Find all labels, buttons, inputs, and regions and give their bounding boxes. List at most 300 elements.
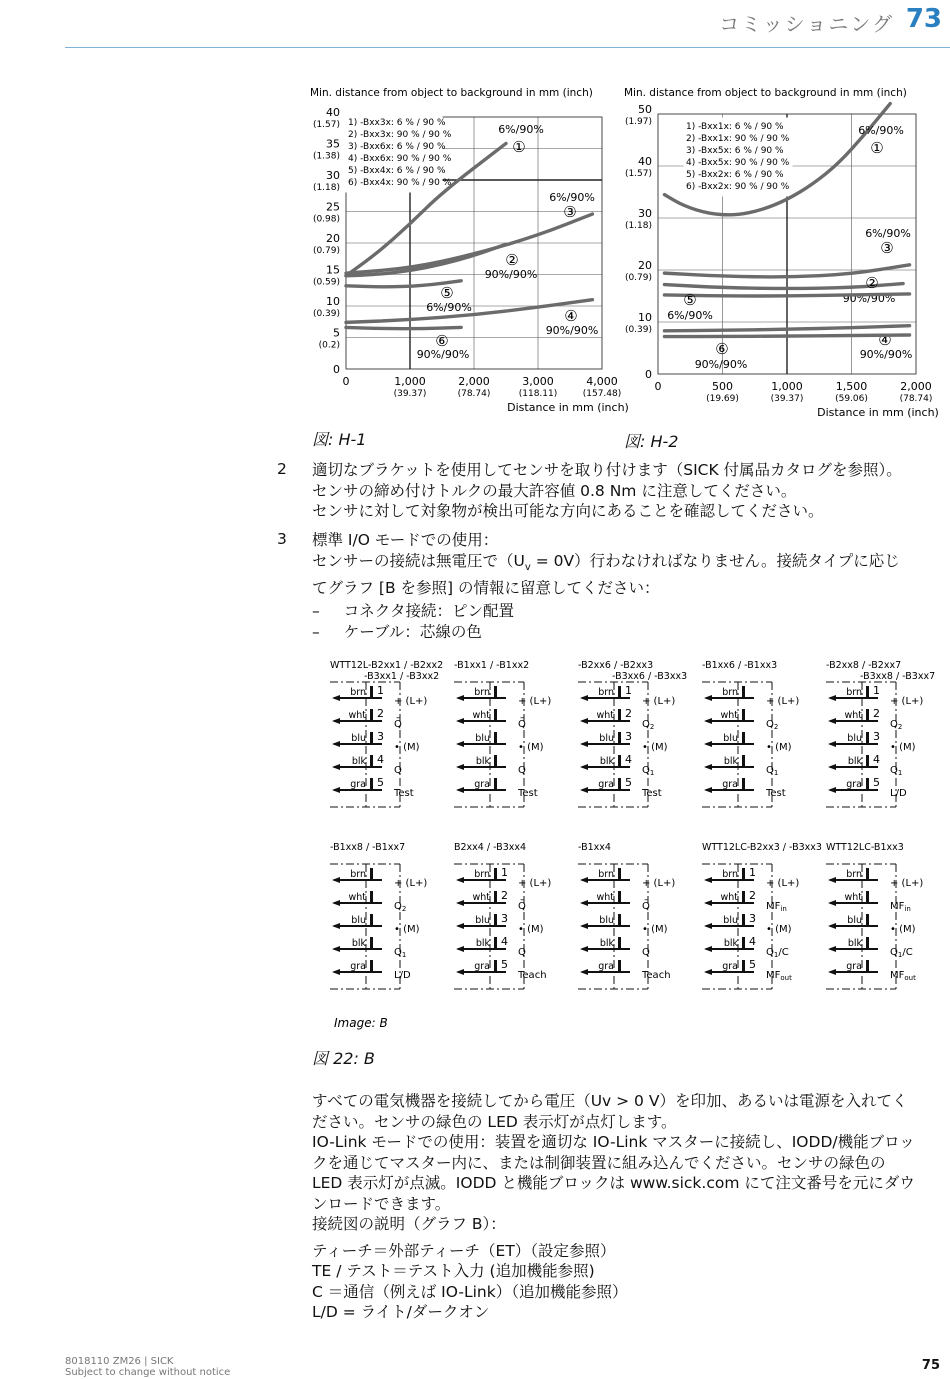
wiring-block <box>454 842 551 989</box>
y-tick-sublabel: (0.39) <box>624 325 652 335</box>
series-label: 6%/90% <box>667 309 713 322</box>
wire-arrow <box>704 923 712 929</box>
wire-tab <box>618 960 621 972</box>
series-marker: ② <box>865 274 879 292</box>
wiring-block-title: -B3xx6 / -B3xx3 <box>612 671 688 682</box>
wire-tab <box>494 755 497 767</box>
pin-number: 5 <box>501 958 508 971</box>
wire-arrow <box>704 969 712 975</box>
pin-number: 2 <box>625 707 632 720</box>
wire-color-label: gra <box>846 779 862 790</box>
pin-number: 1 <box>749 866 756 879</box>
wire-color-label: gra <box>474 779 490 790</box>
pin-number: 5 <box>873 776 880 789</box>
wire-color-label: wht <box>472 892 490 903</box>
wire-arrow <box>456 923 464 929</box>
wire-tab <box>494 937 497 949</box>
signal-label: $Q_2$ <box>766 719 779 731</box>
wire-tab <box>370 891 373 903</box>
y-tick-label: 20 <box>326 232 340 245</box>
wire-color-label: blu <box>475 915 490 926</box>
series-label: 6%/90% <box>426 301 472 314</box>
wire-arrow <box>580 764 588 770</box>
pin-number: 4 <box>377 753 384 766</box>
signal-label: Q̄ <box>394 719 402 730</box>
signal-label: + (L+) <box>890 696 924 707</box>
signal-label: + (L+) <box>642 878 676 889</box>
x-tick-sublabel: (19.69) <box>706 394 739 404</box>
wire-color-label: brn <box>474 869 490 880</box>
wire-arrow <box>704 695 712 701</box>
wire-arrow <box>332 969 340 975</box>
wire-tab <box>618 868 621 880</box>
wire-arrow <box>828 877 836 883</box>
signal-label: • (M) <box>890 742 916 753</box>
series-line <box>664 294 909 296</box>
series-marker: ① <box>870 139 884 157</box>
wire-arrow <box>332 787 340 793</box>
wiring-block-title: -B1xx6 / -B1xx3 <box>702 660 778 671</box>
wire-arrow <box>828 695 836 701</box>
y-tick-sublabel: (0.2) <box>318 340 340 351</box>
wiring-block <box>578 660 687 807</box>
wire-arrow <box>828 900 836 906</box>
body-paragraph <box>312 1091 915 1323</box>
y-tick-sublabel: (1.57) <box>624 169 652 179</box>
wire-tab <box>742 686 745 698</box>
x-tick-label: 4,000 <box>586 375 618 388</box>
wiring-block-title: -B1xx1 / -B1xx2 <box>454 660 530 671</box>
wire-tab <box>370 732 373 744</box>
wiring-block <box>330 842 427 989</box>
section-page-number: 73 <box>905 4 942 34</box>
series-label: 90%/90% <box>545 324 599 337</box>
wire-arrow <box>332 923 340 929</box>
wire-tab <box>494 709 497 721</box>
signal-label: $Q_1$ <box>394 947 407 959</box>
signal-label: $Q_2$ <box>642 719 655 731</box>
series-line <box>346 214 592 273</box>
wire-arrow <box>828 741 836 747</box>
wire-arrow <box>456 718 464 724</box>
wire-color-label: blk <box>351 756 366 767</box>
signal-label: • (M) <box>518 742 544 753</box>
y-tick-label: 10 <box>638 311 652 324</box>
series-marker: ③ <box>880 239 894 257</box>
wiring-block <box>578 842 675 989</box>
legend-line: TE / テスト＝テスト入力 (追加機能参照) <box>312 1262 595 1280</box>
signal-label: L/D <box>890 788 907 799</box>
wire-tab <box>370 960 373 972</box>
wire-color-label: blu <box>723 915 738 926</box>
wire-arrow <box>580 718 588 724</box>
wire-color-label: blu <box>599 733 614 744</box>
wire-tab <box>742 914 745 926</box>
pin-number: 2 <box>749 889 756 902</box>
legend-entry: 3) -Bxx5x: 6 % / 90 % <box>686 146 784 156</box>
legend-entry: 2) -Bxx3x: 90 % / 90 % <box>348 130 452 140</box>
series-line <box>664 335 909 337</box>
x-tick-sublabel: (157.48) <box>582 389 622 399</box>
pin-number: 4 <box>749 935 756 948</box>
y-tick-sublabel: (1.57) <box>312 120 340 130</box>
footer-page-number: 75 <box>921 1358 940 1373</box>
wiring-block-title: WTT12LC-B2xx3 / -B3xx3 <box>702 842 822 853</box>
x-tick-sublabel: (39.37) <box>393 389 427 399</box>
series-marker: ⑥ <box>715 340 729 358</box>
signal-label: • (M) <box>766 924 792 935</box>
series-label: 90%/90% <box>859 348 913 361</box>
wire-color-label: brn <box>598 869 614 880</box>
series-marker: ① <box>512 138 526 156</box>
wire-color-label: gra <box>846 961 862 972</box>
wire-color-label: blk <box>847 938 862 949</box>
wire-arrow <box>456 900 464 906</box>
signal-label: $Q_1$ <box>642 765 655 777</box>
x-tick-sublabel: (39.37) <box>770 394 804 404</box>
signal-label: Q <box>642 947 650 958</box>
paragraph-line: すべての電気機器を接続してから電圧（Uv > 0 V）を印加、あるいは電源を入れてく <box>312 1092 908 1110</box>
signal-label: + (L+) <box>766 878 800 889</box>
wire-arrow <box>580 969 588 975</box>
dash-list <box>312 601 514 642</box>
signal-label: $MF_{out}$ <box>766 970 792 982</box>
y-tick-label: 30 <box>638 207 652 220</box>
wiring-block-title: -B2xx8 / -B2xx7 <box>826 660 902 671</box>
wire-tab <box>742 732 745 744</box>
series-label: 6%/90% <box>858 124 904 137</box>
wire-tab <box>618 914 621 926</box>
dash-item: – ケーブル：芯線の色 <box>312 622 482 641</box>
wire-arrow <box>704 718 712 724</box>
wire-color-label: blk <box>599 938 614 949</box>
pin-number: 1 <box>873 684 880 697</box>
wire-arrow <box>580 741 588 747</box>
wire-arrow <box>332 877 340 883</box>
signal-label: Test <box>394 788 414 799</box>
section-title: コミッショニング <box>719 12 894 36</box>
pin-number: 2 <box>377 707 384 720</box>
chart-h2 <box>618 82 950 422</box>
series-marker: ③ <box>563 203 577 221</box>
wire-arrow <box>332 718 340 724</box>
y-tick-label: 25 <box>326 200 340 214</box>
wire-color-label: blk <box>475 756 490 767</box>
list-item-number: 3 <box>277 530 287 548</box>
pin-number: 4 <box>873 753 880 766</box>
wire-color-label: blu <box>847 733 862 744</box>
x-tick-label: 500 <box>712 380 733 393</box>
wire-color-label: gra <box>598 961 614 972</box>
paragraph-line: ださい。センサの緑色の LED 表示灯が点灯します。 <box>312 1112 677 1131</box>
paragraph-line: ンロードできます。 <box>312 1194 451 1213</box>
wire-color-label: wht <box>720 710 738 721</box>
pin-number: 2 <box>873 707 880 720</box>
signal-label: $Q_1$ <box>890 765 903 777</box>
wire-color-label: blk <box>723 938 738 949</box>
y-tick-sublabel: (0.79) <box>312 246 340 256</box>
legend-entry: 3) -Bxx6x: 6 % / 90 % <box>348 142 446 152</box>
signal-label: $Q_1/C$ <box>890 947 913 959</box>
series-label: 6%/90% <box>865 227 911 240</box>
wire-arrow <box>456 969 464 975</box>
signal-label: $Q_2$ <box>890 719 903 731</box>
x-tick-label: 2,000 <box>900 380 932 393</box>
wiring-block-title: -B2xx6 / -B2xx3 <box>578 660 654 671</box>
series-label: 90%/90% <box>694 358 748 371</box>
list-item-3-text <box>312 530 900 599</box>
wire-arrow <box>828 718 836 724</box>
series-label: 6%/90% <box>498 123 544 136</box>
wire-color-label: blu <box>351 915 366 926</box>
chart-h1 <box>300 82 630 422</box>
wire-tab <box>370 868 373 880</box>
wire-tab <box>370 937 373 949</box>
signal-label: Test <box>518 788 538 799</box>
wire-tab <box>370 778 373 790</box>
legend-entry: 2) -Bxx1x: 90 % / 90 % <box>686 134 790 144</box>
wire-tab <box>866 960 869 972</box>
x-tick-label: 1,500 <box>835 380 868 393</box>
wire-arrow <box>580 946 588 952</box>
series-marker: ② <box>505 251 519 269</box>
y-tick-sublabel: (1.97) <box>624 117 652 127</box>
wire-color-label: blu <box>599 915 614 926</box>
wire-arrow <box>332 946 340 952</box>
chart-h1-caption: 図: H-1 <box>312 430 367 449</box>
wire-color-label: brn <box>722 869 738 880</box>
x-axis-label: Distance in mm (inch) <box>507 401 629 414</box>
chart-title: Min. distance from object to background in mm (inch) <box>624 87 907 99</box>
legend-entry: 4) -Bxx6x: 90 % / 90 % <box>348 154 452 164</box>
wire-arrow <box>828 787 836 793</box>
signal-label: Q <box>518 947 526 958</box>
signal-label: L/D <box>394 970 411 981</box>
wire-color-label: gra <box>350 961 366 972</box>
signal-label: Teach <box>642 970 671 981</box>
list-item-line: 適切なブラケットを使用してセンサを取り付けます（SICK 付属品カタログを参照）。 <box>312 461 902 479</box>
wire-tab <box>866 732 869 744</box>
wire-color-label: brn <box>598 687 614 698</box>
wire-tab <box>866 686 869 698</box>
y-tick-label: 50 <box>638 103 652 116</box>
signal-label: Q <box>518 765 526 776</box>
pin-number: 1 <box>377 684 384 697</box>
wire-color-label: blu <box>351 733 366 744</box>
wire-tab <box>618 755 621 767</box>
wire-color-label: gra <box>350 779 366 790</box>
wire-tab <box>742 778 745 790</box>
y-tick-label: 40 <box>638 155 652 168</box>
wire-tab <box>742 868 745 880</box>
legend-line: L/D = ライト/ダークオン <box>312 1303 490 1321</box>
wire-arrow <box>580 923 588 929</box>
legend-entry: 6) -Bxx2x: 90 % / 90 % <box>686 182 790 192</box>
signal-label: + (L+) <box>518 878 552 889</box>
wire-arrow <box>580 695 588 701</box>
signal-label: • (M) <box>642 742 668 753</box>
x-tick-label: 0 <box>342 375 350 388</box>
wire-tab <box>370 914 373 926</box>
wiring-block-title: WTT12LC-B1xx3 <box>826 842 904 853</box>
wire-arrow <box>704 764 712 770</box>
legend-line: C ＝通信（例えば IO-Link）（追加機能参照） <box>312 1282 628 1301</box>
signal-label: Q <box>394 765 402 776</box>
wire-arrow <box>828 946 836 952</box>
legend-entry: 1) -Bxx1x: 6 % / 90 % <box>686 122 784 132</box>
pin-number: 5 <box>749 958 756 971</box>
wire-tab <box>742 755 745 767</box>
series-label: 90%/90% <box>842 292 896 305</box>
signal-label: • (M) <box>394 924 420 935</box>
signal-label: + (L+) <box>642 696 676 707</box>
wire-tab <box>866 937 869 949</box>
wire-color-label: blk <box>475 938 490 949</box>
wire-arrow <box>580 787 588 793</box>
wire-color-label: wht <box>844 892 862 903</box>
wire-arrow <box>456 787 464 793</box>
wire-color-label: blk <box>599 756 614 767</box>
wire-tab <box>866 891 869 903</box>
legend-entry: 5) -Bxx4x: 6 % / 90 % <box>348 166 446 176</box>
chart-title: Min. distance from object to background in mm (inch) <box>310 87 593 99</box>
chart-legend <box>346 114 452 192</box>
wire-arrow <box>580 877 588 883</box>
pin-number: 3 <box>625 730 632 743</box>
wiring-diagrams <box>320 652 945 1037</box>
footer-doc-line: 8018110 ZM26 | SICK <box>65 1356 174 1367</box>
wire-tab <box>866 778 869 790</box>
paragraph-line: LED 表示灯が点滅。IODD と機能ブロックは www.sick.com にて注文番号を元にダウ <box>312 1174 915 1192</box>
signal-label: • (M) <box>890 924 916 935</box>
signal-label: • (M) <box>766 742 792 753</box>
wire-color-label: wht <box>596 710 614 721</box>
wire-arrow <box>828 969 836 975</box>
wire-color-label: blk <box>723 756 738 767</box>
wire-tab <box>866 709 869 721</box>
wire-color-label: brn <box>474 687 490 698</box>
wire-color-label: gra <box>722 779 738 790</box>
wire-tab <box>866 755 869 767</box>
x-tick-label: 2,000 <box>458 375 490 388</box>
x-tick-sublabel: (59.06) <box>835 394 868 404</box>
wire-tab <box>494 891 497 903</box>
y-tick-sublabel: (1.18) <box>624 221 652 231</box>
signal-label: Teach <box>518 970 547 981</box>
y-tick-label: 20 <box>638 259 652 272</box>
signal-label: • (M) <box>642 924 668 935</box>
y-tick-sublabel: (0.98) <box>312 214 340 225</box>
wiring-block <box>702 660 799 807</box>
wire-arrow <box>456 741 464 747</box>
wire-tab <box>866 914 869 926</box>
wire-color-label: brn <box>350 869 366 880</box>
wire-arrow <box>456 695 464 701</box>
wire-tab <box>494 686 497 698</box>
signal-label: $Q_1$ <box>766 765 779 777</box>
y-tick-label: 5 <box>333 326 340 340</box>
signal-label: • (M) <box>518 924 544 935</box>
x-tick-label: 1,000 <box>394 375 426 388</box>
wire-tab <box>618 686 621 698</box>
signal-label: • (M) <box>394 742 420 753</box>
legend-entry: 1) -Bxx3x: 6 % / 90 % <box>348 118 446 128</box>
series-line <box>346 327 461 328</box>
pin-number: 3 <box>377 730 384 743</box>
wire-tab <box>618 778 621 790</box>
y-tick-label: 30 <box>326 169 340 182</box>
list-item-line: 標準 I/O モードでの使用： <box>312 531 499 549</box>
legend-entry: 6) -Bxx4x: 90 % / 90 % <box>348 178 452 188</box>
wire-color-label: gra <box>722 961 738 972</box>
wiring-block <box>330 660 443 807</box>
wire-tab <box>494 778 497 790</box>
wiring-block-title: WTT12L-B2xx1 / -B2xx2 <box>330 660 444 671</box>
wire-color-label: blu <box>847 915 862 926</box>
figure-caption: 図 22: B <box>312 1049 375 1068</box>
pin-number: 5 <box>625 776 632 789</box>
signal-label: $MF_{in}$ <box>890 901 911 913</box>
wire-arrow <box>456 764 464 770</box>
series-label: 6%/90% <box>549 191 595 204</box>
list-item-2-text <box>312 460 902 522</box>
signal-label: + (L+) <box>394 878 428 889</box>
wiring-block-title: -B3xx1 / -B3xx2 <box>364 671 440 682</box>
wire-color-label: wht <box>844 710 862 721</box>
signal-label: $MF_{out}$ <box>890 970 916 982</box>
footer-notice: Subject to change without notice <box>65 1367 231 1378</box>
pin-number: 3 <box>749 912 756 925</box>
list-item-line: センサに対して対象物が検出可能な方向にあることを確認してください。 <box>312 502 824 520</box>
wiring-block <box>826 660 935 807</box>
signal-label: + (L+) <box>766 696 800 707</box>
pin-number: 5 <box>377 776 384 789</box>
y-tick-label: 15 <box>326 263 340 277</box>
pin-number: 3 <box>873 730 880 743</box>
x-tick-label: 1,000 <box>771 380 803 393</box>
wire-arrow <box>704 877 712 883</box>
y-tick-label: 10 <box>326 295 340 308</box>
x-tick-sublabel: (118.11) <box>518 389 558 399</box>
series-label: 90%/90% <box>416 348 470 361</box>
legend-entry: 5) -Bxx2x: 6 % / 90 % <box>686 170 784 180</box>
series-label: 90%/90% <box>484 268 538 281</box>
wiring-block <box>454 660 551 807</box>
y-tick-label: 0 <box>333 363 340 376</box>
y-tick-label: 40 <box>326 106 340 119</box>
wire-tab <box>494 914 497 926</box>
x-tick-label: 3,000 <box>522 375 554 388</box>
wire-arrow <box>704 741 712 747</box>
wire-arrow <box>704 900 712 906</box>
pin-number: 1 <box>501 866 508 879</box>
wire-arrow <box>828 923 836 929</box>
wire-arrow <box>332 900 340 906</box>
x-tick-label: 0 <box>654 380 662 393</box>
y-tick-sublabel: (0.39) <box>312 309 340 319</box>
x-tick-sublabel: (78.74) <box>899 394 933 404</box>
list-item-line: センサの締め付けトルクの最大許容値 0.8 Nm に注意してください。 <box>312 481 797 500</box>
y-tick-sublabel: (0.79) <box>624 273 652 283</box>
wire-tab <box>370 686 373 698</box>
wire-color-label: wht <box>472 710 490 721</box>
wire-arrow <box>580 900 588 906</box>
signal-label: $MF_{in}$ <box>766 901 787 913</box>
chart-h2-caption: 図: H-2 <box>624 432 679 451</box>
wiring-block-title: -B1xx4 <box>578 842 611 853</box>
y-tick-label: 0 <box>645 368 652 381</box>
pin-number: 1 <box>625 684 632 697</box>
